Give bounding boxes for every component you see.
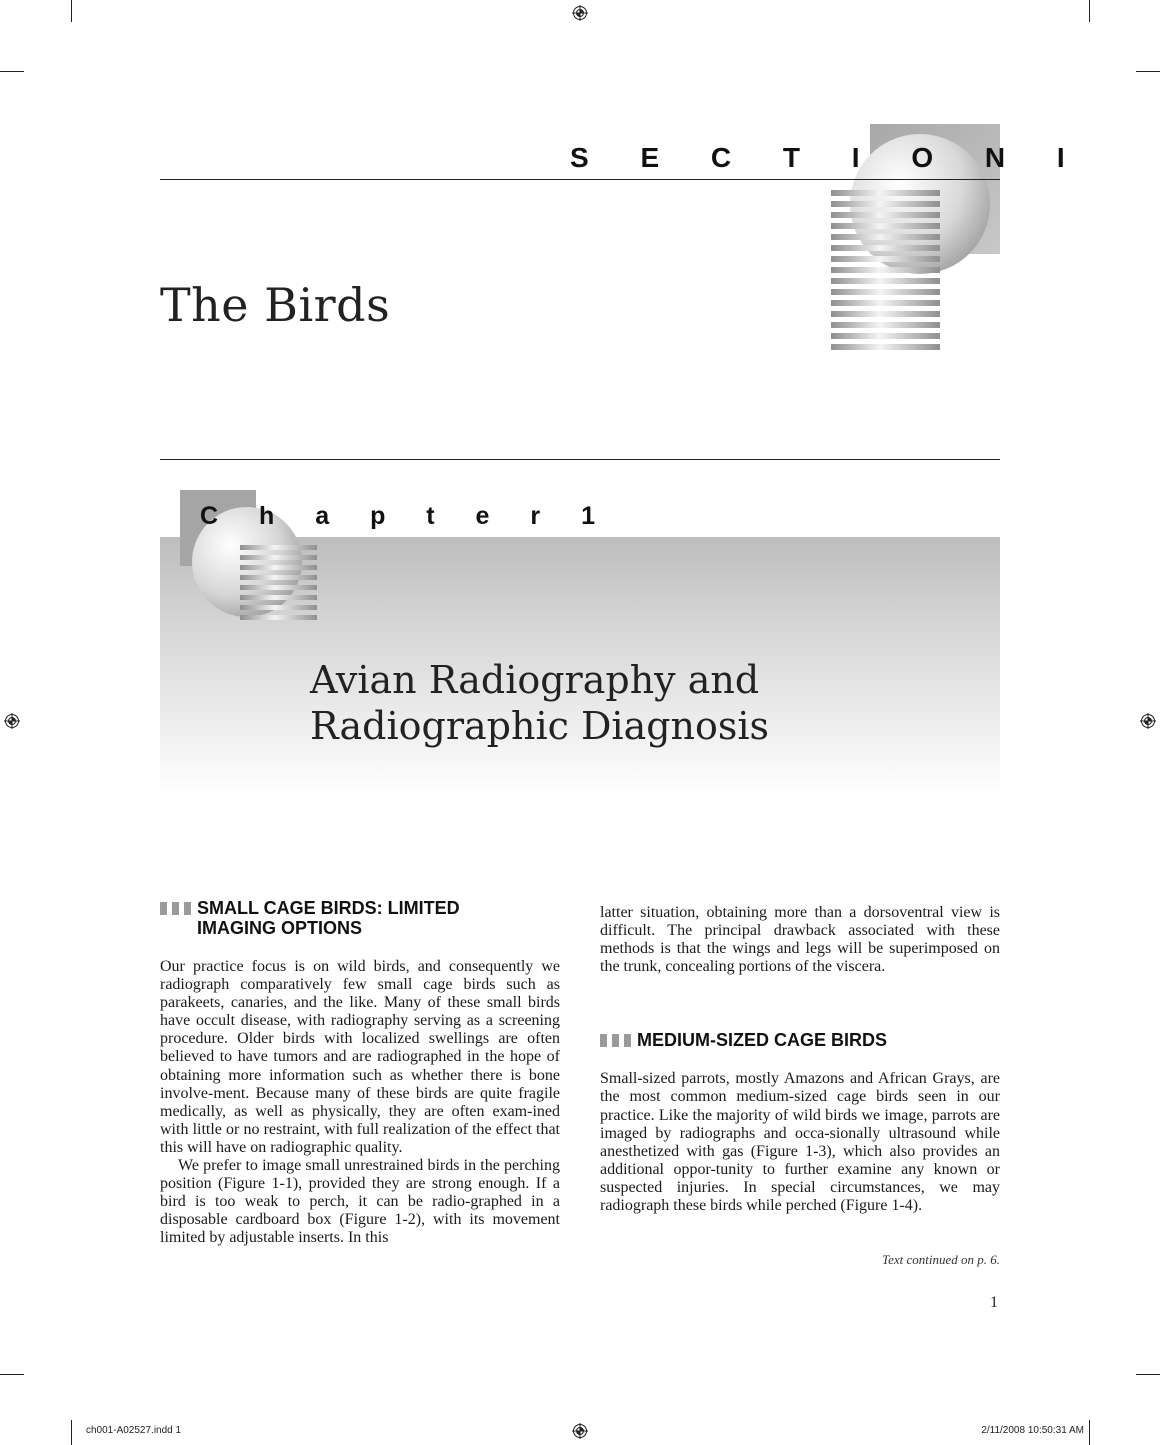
crop-mark [71, 0, 72, 22]
crop-mark [1136, 71, 1160, 72]
section-rule [160, 179, 1000, 180]
crop-mark [1089, 0, 1090, 22]
crop-mark [0, 1374, 24, 1375]
left-column [160, 898, 560, 1248]
slug-filename: ch001-A02527.indd 1 [86, 1425, 182, 1436]
section-title: The Birds [160, 278, 391, 332]
heading-bars-icon [160, 902, 192, 915]
heading-line: IMAGING OPTIONS [197, 918, 363, 938]
chapter-title [310, 657, 970, 749]
heading-bars-icon [600, 1034, 632, 1047]
paragraph: We prefer to image small unrestrained birds in the perching position (Figure 1-1), provided they are strong enough. If a bird is too weak to perch, it can be radio-graphed in a disposable cardboard box (Figure 1-2), with its movement limited by adjustable inserts. In this [160, 1157, 560, 1247]
registration-mark-icon [1140, 713, 1156, 729]
chapter-title-line: Avian Radiography and [310, 658, 760, 702]
registration-mark-icon [572, 1423, 588, 1439]
paragraph: latter situation, obtaining more than a dorsoventral view is difficult. The principal drawback associated with these methods is that the wings and legs will be superimposed on the trunk, concealing portions of the viscera. [600, 904, 1000, 976]
chapter-label: C h a p t e r 1 [200, 502, 612, 530]
registration-mark-icon [4, 713, 20, 729]
paragraph: Small-sized parrots, mostly Amazons and African Grays, are the most common medium-sized cage birds seen in our practice. Like the majority of wild birds we image, parrots are imaged by radiographs and occa-sionally ultrasound while anesthetized with gas (Figure 1-3), which also provides an additional oppor-tunity to further examine any known or suspected injuries. In special circumstances, we may radiograph these birds while perched (Figure 1-4). [600, 1070, 1000, 1215]
section-label: S E C T I O N I [570, 142, 1087, 173]
crop-mark [1089, 1420, 1090, 1445]
paragraph: Our practice focus is on wild birds, and consequently we radiograph comparatively few small cage birds such as parakeets, canaries, and the like. Many of these small birds have occult disease, with radiography serving as a screening procedure. Older birds with localized swellings are often believed to have tumors and are radiographed in the hope of obtaining more information such as whether there is bone involve-ment. Because many of these birds are quite fragile medically, as well as physically, they are often exam-ined with little or no restraint, with full realization of the effect that this will have on radiographic quality. [160, 958, 560, 1156]
crop-mark [71, 1420, 72, 1445]
crop-mark [1136, 1374, 1160, 1375]
registration-mark-icon [572, 5, 588, 21]
page-number: 1 [990, 1294, 998, 1311]
right-column [600, 904, 1000, 1215]
slug-timestamp: 2/11/2008 10:50:31 AM [981, 1425, 1084, 1436]
heading-line: SMALL CAGE BIRDS: LIMITED [197, 898, 460, 918]
chapter-title-line: Radiographic Diagnosis [310, 704, 770, 748]
chapter-rule [160, 459, 1000, 460]
heading-line: MEDIUM-SIZED CAGE BIRDS [637, 1030, 888, 1051]
crop-mark [0, 71, 24, 72]
section-heading-small-cage-birds [160, 898, 560, 938]
section-heading-medium-cage-birds [600, 1030, 1000, 1050]
continued-note: Text continued on p. 6. [882, 1252, 1000, 1267]
